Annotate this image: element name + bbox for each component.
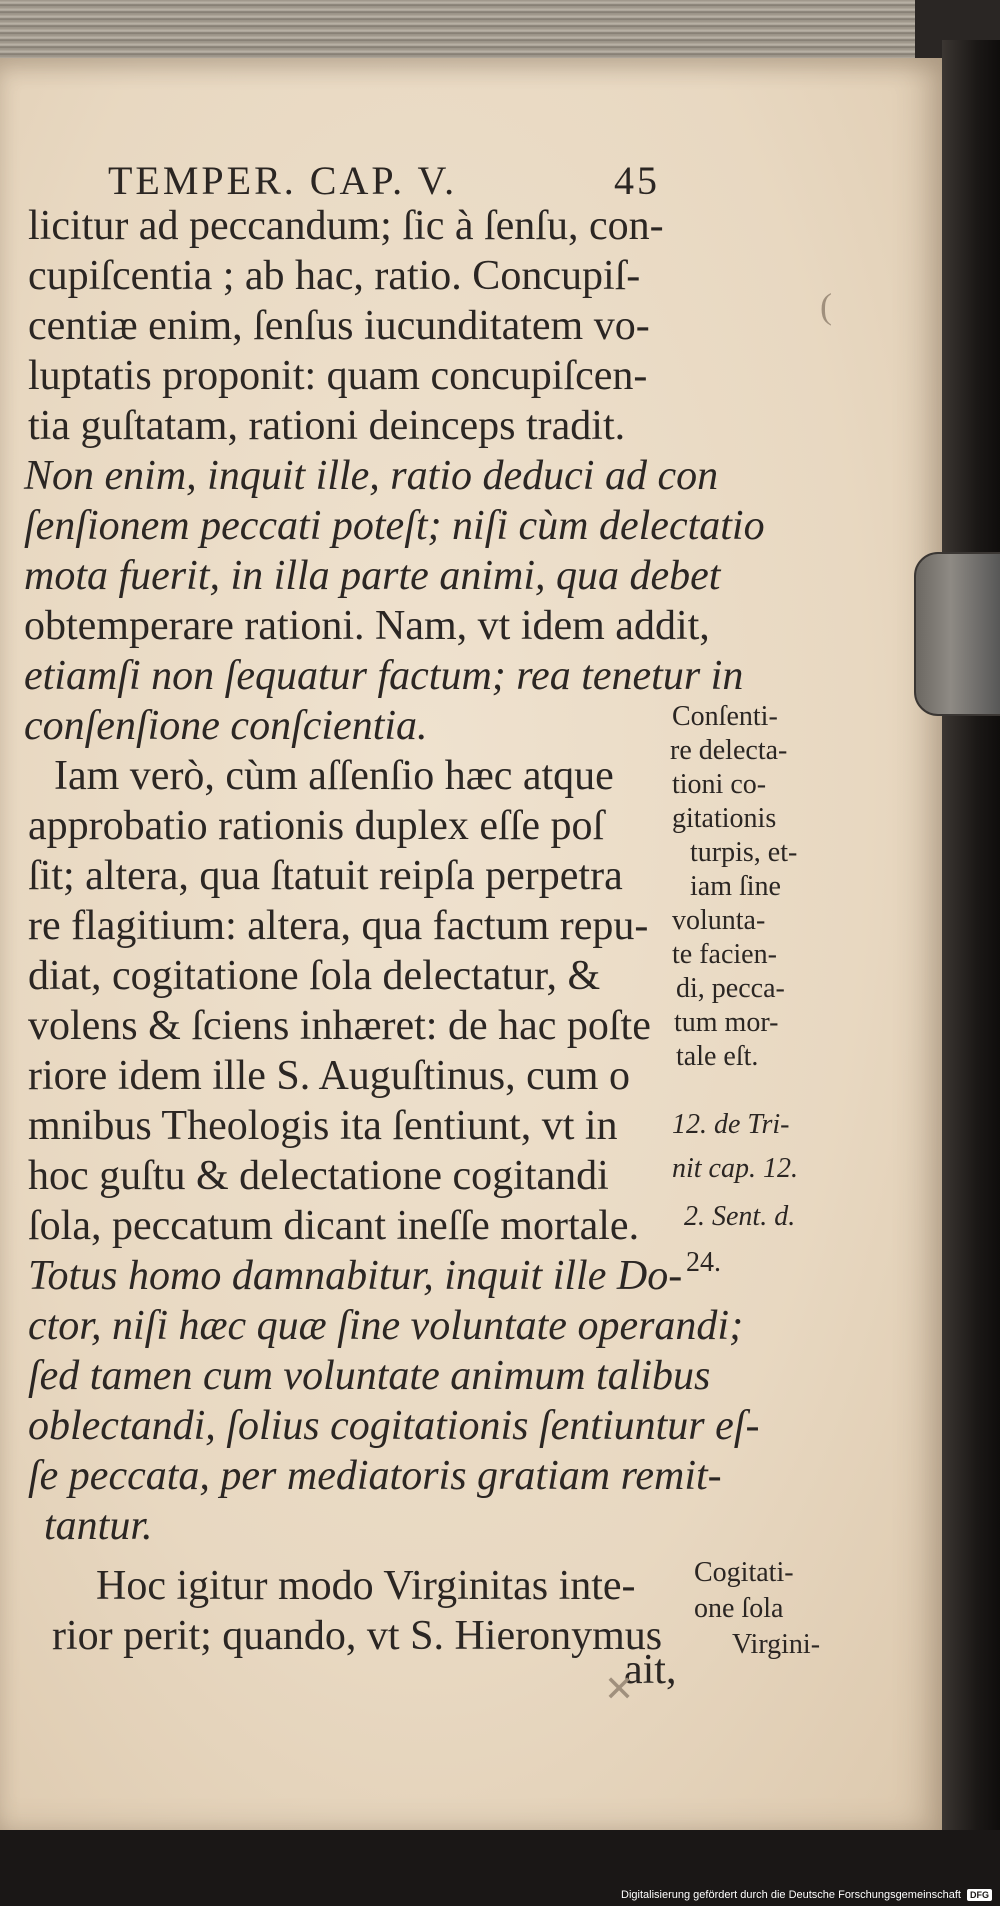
margin-note-line: tioni co- <box>672 769 767 800</box>
margin-note-line: di, pecca- <box>676 973 785 1004</box>
text-line: ſe peccata, per mediatoris gratiam remit- <box>28 1453 722 1499</box>
margin-note-line: Cogitati- <box>694 1557 794 1588</box>
text-line: Totus homo damnabitur, inquit ille Do- <box>28 1253 683 1299</box>
text-line: etiamſi non ſequatur factum; rea tenetur in <box>24 653 744 699</box>
text-line: oblectandi, ſolius cogitationis ſentiuntur eſ- <box>28 1403 760 1449</box>
margin-note-line: Conſenti- <box>672 701 778 732</box>
margin-note-line: 24. <box>686 1247 721 1278</box>
page-number: 45 <box>614 158 660 203</box>
text-line: mota fuerit, in illa parte animi, qua debet <box>24 553 721 599</box>
margin-note-line: Virgini- <box>732 1629 821 1660</box>
text-line: luptatis proponit: quam concupiſcen- <box>28 353 648 399</box>
text-line: mnibus Theologis ita ſentiunt, vt in <box>28 1103 618 1149</box>
digitization-footer <box>621 1886 992 1904</box>
text-line: approbatio rationis duplex eſſe poſ <box>28 803 605 849</box>
pencil-mark: ✕ <box>604 1669 635 1709</box>
text-line: ſed tamen cum voluntate animum talibus <box>28 1353 711 1399</box>
text-line: tantur. <box>44 1503 153 1549</box>
text-line: ſenſionem peccati poteſt; niſi cùm delectatio <box>24 503 765 549</box>
book-binding <box>942 40 1000 1906</box>
margin-note-line: gitationis <box>672 803 777 834</box>
margin-note-line: volunta- <box>672 905 766 936</box>
text-line: centiæ enim, ſenſus iucunditatem vo- <box>28 303 650 349</box>
footer-credit: Digitalisierung gefördert durch die Deutsche Forschungsgemeinschaft <box>621 1889 961 1901</box>
margin-note-line: tum mor- <box>674 1007 779 1038</box>
text-line: Iam verò, cùm aſſenſio hæc atque <box>54 753 614 799</box>
text-line: ſola, peccatum dicant ineſſe mortale. <box>28 1203 640 1249</box>
text-line: ctor, niſi hæc quæ ſine voluntate operandi; <box>28 1303 744 1349</box>
text-line: tia guſtatam, rationi deinceps tradit. <box>28 403 626 449</box>
margin-note-line: 2. Sent. d. <box>684 1201 796 1232</box>
pencil-mark: ( <box>820 286 832 326</box>
margin-note-line: iam ſine <box>690 871 781 902</box>
text-line: rior perit; quando, vt S. Hieronymus <box>52 1613 663 1659</box>
margin-note-line: tale eſt. <box>676 1041 759 1072</box>
text-line: Hoc igitur modo Virginitas inte- <box>96 1563 636 1609</box>
text-line: conſenſione conſcientia. <box>24 703 428 749</box>
dfg-logo: DFG <box>967 1889 992 1901</box>
text-line: ait, <box>624 1647 677 1693</box>
text-line: diat, cogitatione ſola delectatur, & <box>28 953 601 999</box>
text-line: re flagitium: altera, qua factum repu- <box>28 903 649 949</box>
margin-note-line: te facien- <box>672 939 777 970</box>
text-line: licitur ad peccandum; ſic à ſenſu, con- <box>28 203 664 249</box>
margin-note-line: nit cap. 12. <box>672 1153 798 1184</box>
text-line: volens & ſciens inhæret: de hac poſte <box>28 1003 651 1049</box>
book-clip <box>914 552 1000 716</box>
text-line: obtemperare rationi. Nam, vt idem addit, <box>24 603 710 649</box>
margin-note-line: 12. de Tri- <box>672 1109 790 1140</box>
margin-note-line: turpis, et- <box>690 837 798 868</box>
text-line: hoc guſtu & delectatione cogitandi <box>28 1153 609 1199</box>
text-line: ſit; altera, qua ſtatuit reipſa perpetra <box>28 853 623 899</box>
text-line: Non enim, inquit ille, ratio deduci ad con <box>24 453 719 499</box>
text-line: riore idem ille S. Auguſtinus, cum o <box>28 1053 630 1099</box>
text-line: cupiſcentia ; ab hac, ratio. Concupiſ- <box>28 253 641 299</box>
running-head: TEMPER. CAP. V. <box>108 158 458 203</box>
margin-note-line: one ſola <box>694 1593 784 1624</box>
margin-note-line: re delecta- <box>670 735 788 766</box>
